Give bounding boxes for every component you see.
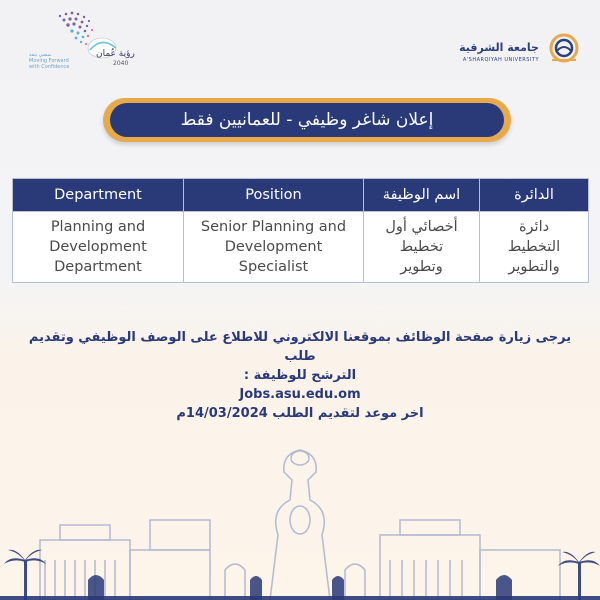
header-department-ar: الدائرة: [480, 179, 589, 212]
table-header-row: [13, 179, 589, 212]
oman-vision-logo: [20, 8, 170, 88]
info-line-2: الترشح للوظيفة :: [243, 368, 357, 383]
cell-department-ar: دائرة التخطيط والتطوير: [480, 212, 589, 283]
cell-position-en: Senior Planning and Development Specialist: [184, 212, 364, 283]
vision-logo-arabic: رؤية عُمان: [96, 49, 135, 59]
university-name-arabic: جامعة الشرقية: [459, 41, 539, 54]
header-department-en: Department: [13, 179, 184, 212]
application-deadline: اخر موعد لتقديم الطلب 14/03/2024م: [176, 406, 424, 421]
vision-tagline-en-1: Moving Forward: [29, 58, 69, 64]
cell-position-ar: أخصائي أول تخطيط وتطوير: [364, 212, 480, 283]
campus-skyline-illustration: [0, 440, 600, 600]
jobs-website-link[interactable]: Jobs.asu.edu.om: [239, 387, 361, 402]
header-position-en: Position: [184, 179, 364, 212]
vision-logo-year: 2040: [113, 60, 129, 67]
cell-department-en: Planning and Development Department: [13, 212, 184, 283]
table-row: [13, 212, 589, 283]
university-name-english: A'SHARQIYAH UNIVERSITY: [462, 57, 539, 63]
application-info: [20, 328, 580, 423]
jobs-table: [12, 178, 589, 283]
header-position-ar: اسم الوظيفة: [364, 179, 480, 212]
info-line-1: يرجى زيارة صفحة الوظائف بموقعنا الالكتروني للاطلاع على الوصف الوظيفي وتقديم طلب: [28, 330, 572, 364]
page-title: إعلان شاغر وظيفي - للعمانيين فقط: [110, 103, 504, 137]
title-banner: [103, 98, 511, 142]
vision-tagline-ar: نمضي بثقة: [29, 52, 52, 58]
vision-tagline-en-2: with Confidence: [29, 64, 70, 70]
